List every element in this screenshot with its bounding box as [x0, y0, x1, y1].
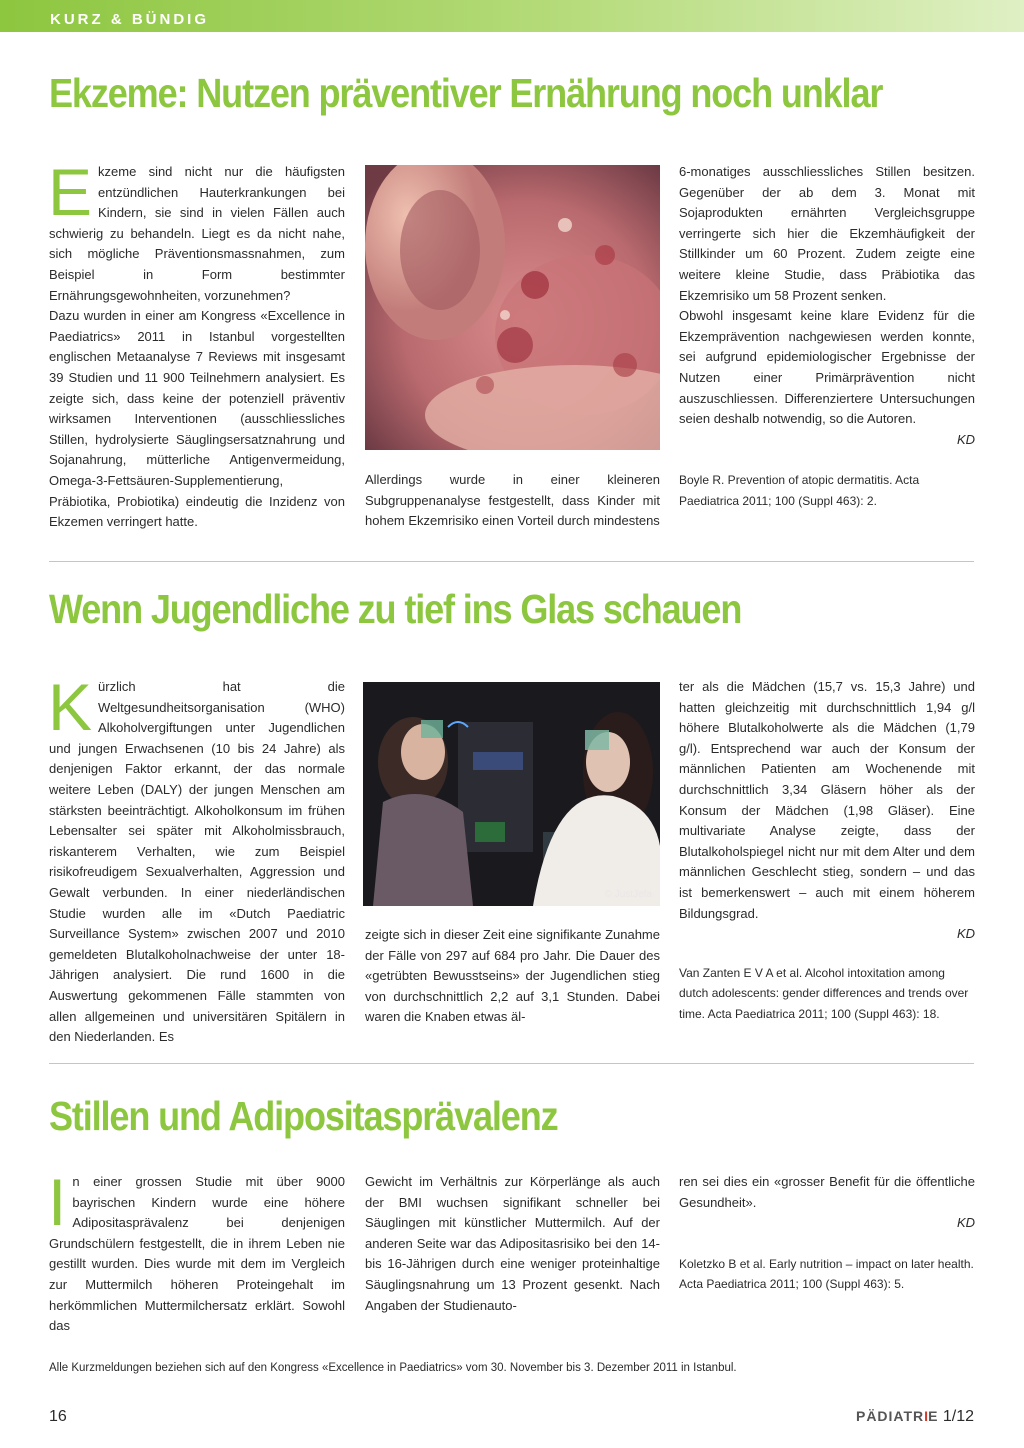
- article1-paragraph-1: kzeme sind nicht nur die häufigsten entzündlichen Hauterkrankungen bei Kindern, sie sind in vielen Fällen auch schwierig zu behandeln. Liegt es da nicht nahe, sich mögliche Präventionsmassnahmen, zum Beispiel in Form bestimmter Ernährungsgewohnheiten, vorzunehmen?: [49, 164, 345, 303]
- section-label: KURZ & BÜNDIG: [50, 11, 209, 28]
- article3-paragraph-2: Gewicht im Verhältnis zur Körperlänge als auch der BMI wuchsen signifikant schneller bei Säuglingen mit künstlicher Muttermilch. Auf der anderen Seite war das Adipositasrisiko bei den 14- bis 16-Jährigen durch eine weniger proteinhaltige Säuglingsnahrung um 13 Prozent gesenkt. Nach Angaben der Studienauto-: [365, 1174, 660, 1313]
- issue-number: 1/12: [942, 1408, 974, 1425]
- brand-name-part-2: I: [924, 1408, 929, 1424]
- drinking-photo: [363, 682, 660, 906]
- article2-column-3: [679, 677, 975, 1025]
- page-number: 16: [49, 1408, 67, 1425]
- article3-dropcap: I: [48, 1165, 67, 1239]
- divider-1: [49, 561, 974, 562]
- divider-2: [49, 1063, 974, 1064]
- article2-title: Wenn Jugendliche zu tief ins Glas schauen: [49, 586, 742, 632]
- article3-column-2: [365, 1172, 660, 1316]
- article1-dropcap: E: [48, 155, 93, 229]
- article1-reference: Boyle R. Prevention of atopic dermatitis. Acta Paediatrica 2011; 100 (Suppl 463): 2.: [679, 473, 920, 508]
- article2-paragraph-3: ter als die Mädchen (15,7 vs. 15,3 Jahre) und hatten gleichzeitig mit durchschnittlich 1,94 g/l höhere Blutalkoholwerte als die Mädchen (1,79 g/l). Entsprechend war auch der Konsum der männlichen Patienten am Wochenende mit durchschnittlich 3,34 Gläsern höher als der Konsum der Mädchen (1,98 Gläser). Eine multivariate Analyse zeigte, dass der Blutalkoholspiegel nicht nur mit dem Alter und dem männlichen Geschlecht stieg, sondern – und das ist bemerkenswert – auch mit einem höherem Bildungsgrad.: [679, 679, 975, 921]
- eczema-photo: [365, 165, 660, 450]
- article2-signature: KD: [956, 926, 975, 942]
- article1-paragraph-5: Obwohl insgesamt keine klare Evidenz für die Ekzemprävention nachgewiesen werden konnte, sei aufgrund epidemiologischer Ergebnisse der Nutzen einer Primärprävention nicht auszuschliessen. Differenziertere Untersuchungen seien deshalb notwendig, so die Autoren.: [679, 308, 975, 427]
- article2-paragraph-1: ürzlich hat die Weltgesundheitsorganisation (WHO) Alkoholvergiftungen unter Jugendlichen und jungen Erwachsenen (10 bis 24 Jahre) als denjenigen Faktor erkannt, der das normale weitere Leben (DALY) der jungen Menschen am stärksten beeinträchtigt. Alkoholkonsum im frühen Lebensalter sei später mit Alkoholmissbrauch, riskanterem Verhalten, wie zum Beispiel risikofreudigem Sexualverhalten, Aggression und Gewalt verbunden. In einer niederländischen Studie wurden alle im «Dutch Paediatric Surveillance System» zwischen 2007 und 2010 gemeldeten Blutalkoholnachweise der unter 18-Jährigen analysiert. Die rund 1600 in die Auswertung gekommenen Fälle stammten von allen allgemeinen und universitären Spitälern in den Niederlanden. Es: [49, 679, 345, 1045]
- photo-credit: © JustJefa: [604, 889, 652, 900]
- article1-title: Ekzeme: Nutzen präventiver Ernährung noch unklar: [49, 70, 883, 116]
- article1-column-1: [48, 155, 345, 533]
- article3-title: Stillen und Adipositasprävalenz: [49, 1093, 558, 1139]
- article3-paragraph-1: n einer grossen Studie mit über 9000 bayrischen Kindern wurde eine höhere Adipositasprävalenz bei denjenigen Grundschülern festgestellt, die in ihrem Leben nie gestillt wurden. Dies wurde mit dem im Vergleich zur Muttermilch höheren Proteingehalt im herkömmlichen Muttermilchersatz erklärt. Sowohl das: [49, 1174, 345, 1334]
- article3-column-3: [679, 1172, 975, 1295]
- article3-reference: Koletzko B et al. Early nutrition – impact on later health. Acta Paediatrica 2011; 100 (Suppl 463): 5.: [679, 1256, 974, 1292]
- drinking-image: [363, 682, 660, 906]
- article1-signature: KD: [956, 431, 975, 447]
- article2-dropcap: K: [48, 670, 93, 744]
- article2-reference: Van Zanten E V A et al. Alcohol intoxitation among dutch adolescents: gender differences and trends over time. Acta Paediatrica 2011; 100 (Suppl 463): 18.: [679, 965, 969, 1021]
- article2-column-2: [365, 925, 660, 1028]
- brand-name-part-3: E: [928, 1408, 939, 1424]
- article2-column-1: [48, 670, 345, 1048]
- article3-paragraph-3: ren sei dies ein «grosser Benefit für die öffentliche Gesundheit».: [679, 1174, 975, 1210]
- journal-brand: [856, 1408, 974, 1426]
- article2-paragraph-2: zeigte sich in dieser Zeit eine signifikante Zunahme der Fälle von 297 auf 684 pro Jahr. Die Dauer des «getrübten Bewusstseins» der Jugendlichen stieg von durchschnittlich 2,2 auf 3,1 Stunden. Dabei waren die Knaben etwas äl-: [365, 927, 660, 1025]
- brand-name-part-1: PÄDIATR: [855, 1408, 925, 1424]
- eczema-image: [365, 165, 660, 450]
- article3-column-1: [48, 1165, 345, 1337]
- article3-signature: KD: [956, 1215, 975, 1231]
- article1-paragraph-3: Allerdings wurde in einer kleineren Subgruppenanalyse festgestellt, dass Kinder mit hohem Ekzemrisiko einen Vorteil durch mindestens: [365, 472, 660, 529]
- article1-paragraph-2: Dazu wurden in einer am Kongress «Excellence in Paediatrics» 2011 in Istanbul vorgestellten englischen Metaanalyse 7 Reviews mit insgesamt 39 Studien und 11 900 Teilnehmern analysiert. Es zeigte sich, dass keine der potenziell präventiv wirksamen Interventionen (ausschliessliches Stillen, hydrolysierte Säuglingsersatznahrung und Sojanahrung, mütterliche Antigenvermeidung, Omega-3-Fettsäuren-Supplementierung, Präbiotika, Probiotika) eindeutig die Inzidenz von Ekzemen verringert hatte.: [49, 308, 345, 530]
- article1-paragraph-4: 6-monatiges ausschliessliches Stillen besitzen. Gegenüber der ab dem 3. Monat mit Sojaprodukten ernährten Vergleichsgruppe verringerte sich hier die Ekzemhäufigkeit der Stillkinder um 60 Prozent. Zudem zeigte eine weitere kleine Studie, dass Präbiotika das Ekzemrisiko um 58 Prozent senken.: [679, 164, 975, 303]
- article1-column-2: [365, 470, 660, 532]
- footer-note: Alle Kurzmeldungen beziehen sich auf den Kongress «Excellence in Paediatrics» vom 30. November bis 3. Dezember 2011 in Istanbul.: [49, 1362, 737, 1374]
- article1-column-3: [679, 162, 975, 512]
- section-header-bar: [0, 0, 1024, 32]
